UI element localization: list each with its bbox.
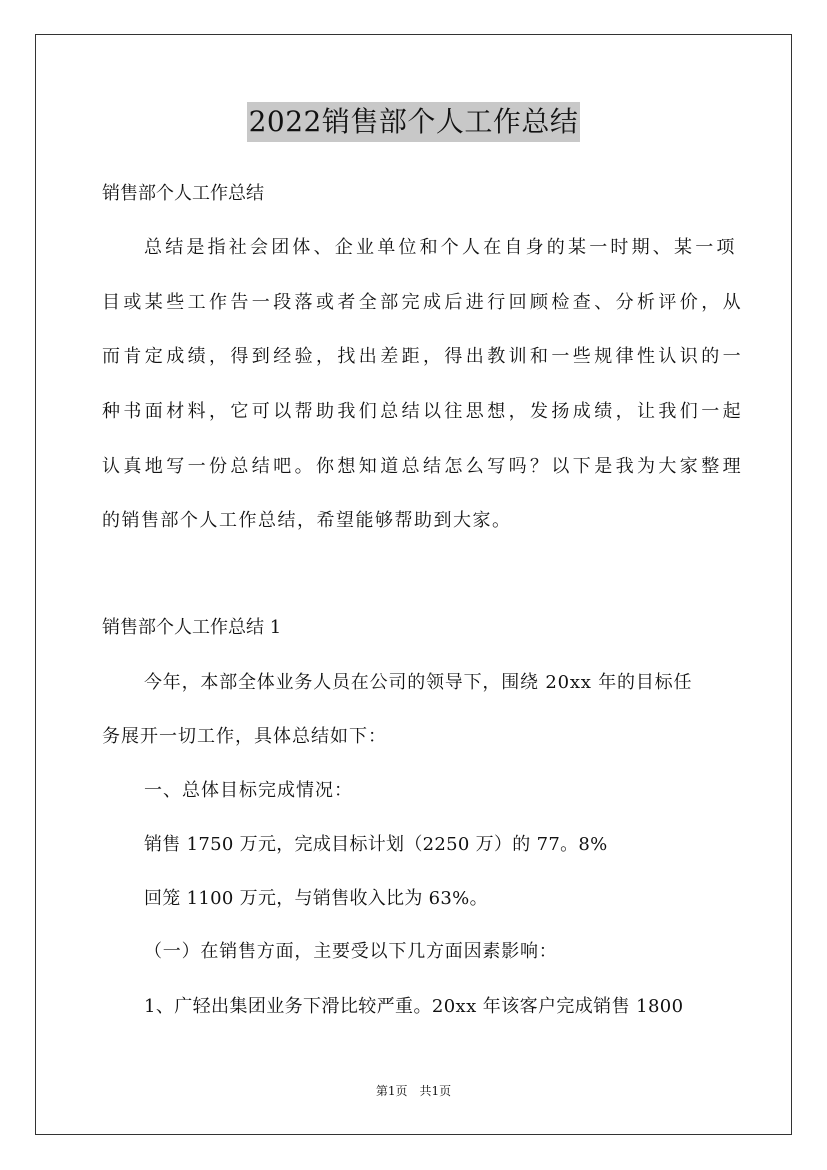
intro-line: 种书面材料，它可以帮助我们总结以往思想，发扬成绩，让我们一起 <box>102 401 744 422</box>
document-title: 2022销售部个人工作总结 <box>247 102 581 142</box>
section-line: 1、广轻出集团业务下滑比较严重。20xx 年该客户完成销售 1800 <box>144 996 684 1017</box>
intro-line: 认真地写一份总结吧。你想知道总结怎么写吗？以下是我为大家整理 <box>102 456 744 477</box>
section-line: 务展开一切工作，具体总结如下： <box>102 726 387 747</box>
intro-line: 总结是指社会团体、企业单位和个人在自身的某一时期、某一项 <box>144 237 738 258</box>
section-line: 销售 1750 万元，完成目标计划（2250 万）的 77。8% <box>144 834 608 855</box>
page-footer: 第1页 共1页 <box>375 1084 452 1098</box>
section-line: 回笼 1100 万元，与销售收入比为 63%。 <box>144 888 488 909</box>
subtitle: 销售部个人工作总结 <box>102 183 264 204</box>
intro-line: 目或某些工作告一段落或者全部完成后进行回顾检查、分析评价，从 <box>102 292 744 313</box>
title-block <box>0 102 827 142</box>
section-heading: 销售部个人工作总结 1 <box>102 617 282 638</box>
section-line: 今年，本部全体业务人员在公司的领导下，围绕 20xx 年的目标任 <box>144 672 693 693</box>
section-line: 一、总体目标完成情况： <box>144 780 353 801</box>
intro-line: 的销售部个人工作总结，希望能够帮助到大家。 <box>102 510 512 531</box>
intro-line: 而肯定成绩，得到经验，找出差距，得出教训和一些规律性认识的一 <box>102 346 744 367</box>
section-line: （一）在销售方面，主要受以下几方面因素影响： <box>144 941 558 962</box>
